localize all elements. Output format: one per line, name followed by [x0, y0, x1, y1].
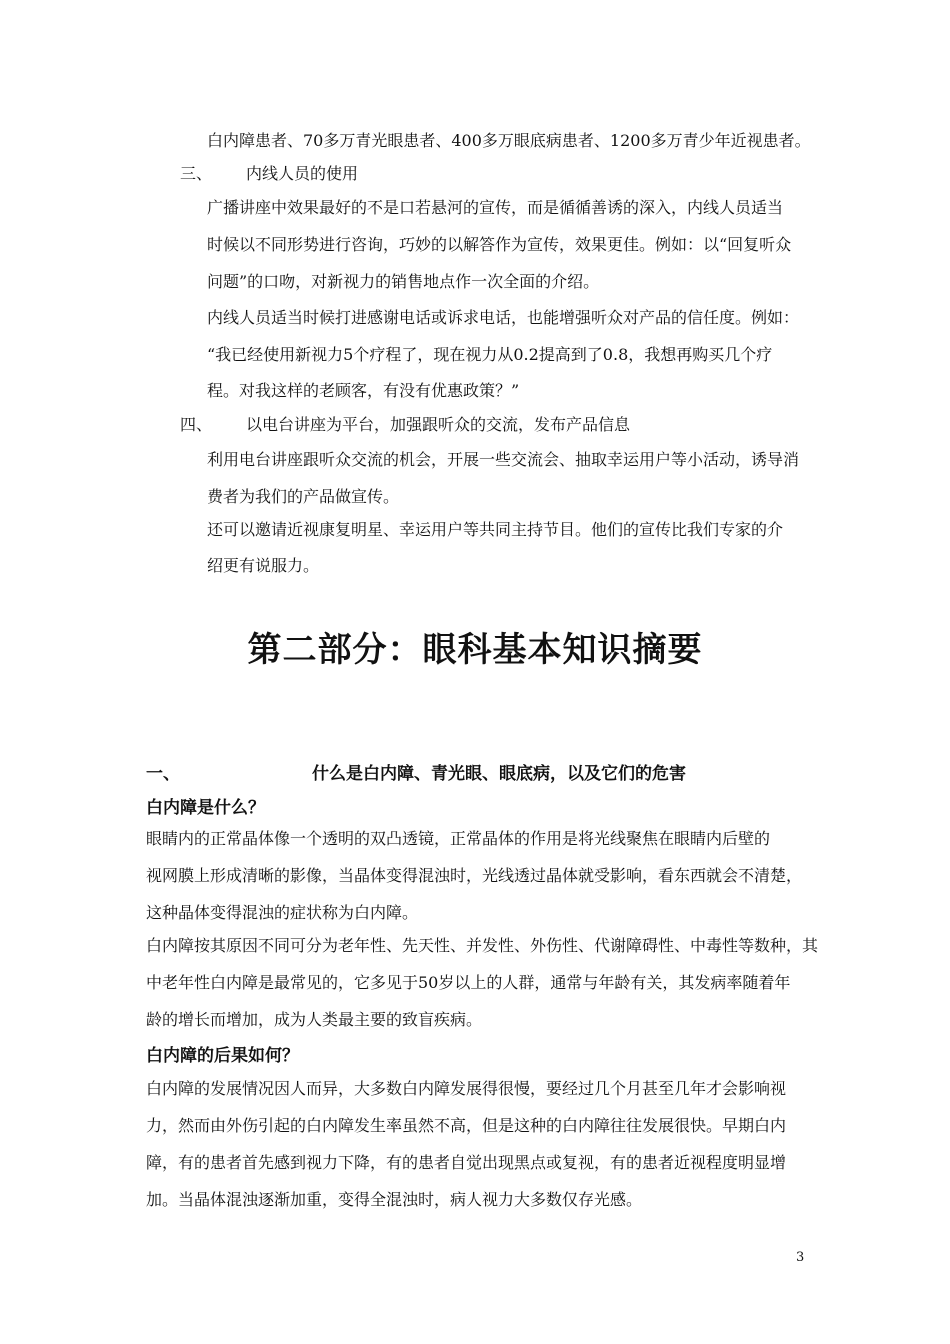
section-title-3: 内线人员的使用 — [246, 164, 359, 183]
paragraph-line: 中老年性白内障是最常见的，它多见于50岁以上的人群，通常与年龄有关，其发病率随着年 — [146, 973, 791, 992]
paragraph-line: 眼睛内的正常晶体像一个透明的双凸透镜，正常晶体的作用是将光线聚焦在眼睛内后壁的 — [146, 829, 771, 848]
paragraph-line: 加。当晶体混浊逐渐加重，变得全混浊时，病人视力大多数仅存光感。 — [146, 1190, 643, 1209]
paragraph-line: “我已经使用新视力5个疗程了，现在视力从0.2提高到了0.8，我想再购买几个疗 — [207, 345, 773, 364]
paragraph-line: 时候以不同形势进行咨询，巧妙的以解答作为宣传，效果更佳。例如：以“回复听众 — [207, 235, 792, 254]
paragraph-line: 白内障患者、70多万青光眼患者、400多万眼底病患者、1200多万青少年近视患者。 — [207, 131, 811, 150]
paragraph-line: 白内障的发展情况因人而异，大多数白内障发展得很慢，要经过几个月甚至几年才会影响视 — [146, 1079, 787, 1098]
paragraph-line: 还可以邀请近视康复明星、幸运用户等共同主持节目。他们的宣传比我们专家的介 — [207, 520, 784, 539]
part-title: 第二部分：眼科基本知识摘要 — [247, 630, 703, 670]
paragraph-line: 内线人员适当时候打进感谢电话或诉求电话，也能增强听众对产品的信任度。例如： — [207, 308, 800, 327]
section-number-1: 一、 — [146, 764, 180, 784]
section-number-4: 四、 — [180, 415, 213, 434]
paragraph-line: 障，有的患者首先感到视力下降，有的患者自觉出现黑点或复视，有的患者近视程度明显增 — [146, 1153, 787, 1172]
paragraph-line: 视网膜上形成清晰的影像，当晶体变得混浊时，光线透过晶体就受影响，看东西就会不清楚， — [146, 866, 803, 885]
question-heading-1: 白内障是什么？ — [146, 798, 265, 818]
section-title-1: 什么是白内障、青光眼、眼底病，以及它们的危害 — [312, 764, 686, 784]
paragraph-line: 广播讲座中效果最好的不是口若悬河的宣传，而是循循善诱的深入，内线人员适当 — [207, 198, 784, 217]
paragraph-line: 利用电台讲座跟听众交流的机会，开展一些交流会、抽取幸运用户等小活动，诱导消 — [207, 450, 800, 469]
paragraph-line: 绍更有说服力。 — [207, 556, 320, 575]
question-heading-2: 白内障的后果如何？ — [146, 1046, 299, 1066]
paragraph-line: 程。对我这样的老顾客，有没有优惠政策？” — [207, 381, 520, 400]
paragraph-line: 力，然而由外伤引起的白内障发生率虽然不高，但是这种的白内障往往发展很快。早期白内 — [146, 1116, 787, 1135]
paragraph-line: 龄的增长而增加，成为人类最主要的致盲疾病。 — [146, 1010, 483, 1029]
section-number-3: 三、 — [180, 164, 213, 183]
paragraph-line: 这种晶体变得混浊的症状称为白内障。 — [146, 903, 419, 922]
paragraph-line: 问题”的口吻，对新视力的销售地点作一次全面的介绍。 — [207, 272, 600, 291]
paragraph-line: 费者为我们的产品做宣传。 — [207, 487, 400, 506]
paragraph-line: 白内障按其原因不同可分为老年性、先天性、并发性、外伤性、代谢障碍性、中毒性等数种，其 — [146, 936, 819, 955]
section-title-4: 以电台讲座为平台，加强跟听众的交流，发布产品信息 — [246, 415, 631, 434]
page-number: 3 — [796, 1250, 805, 1265]
